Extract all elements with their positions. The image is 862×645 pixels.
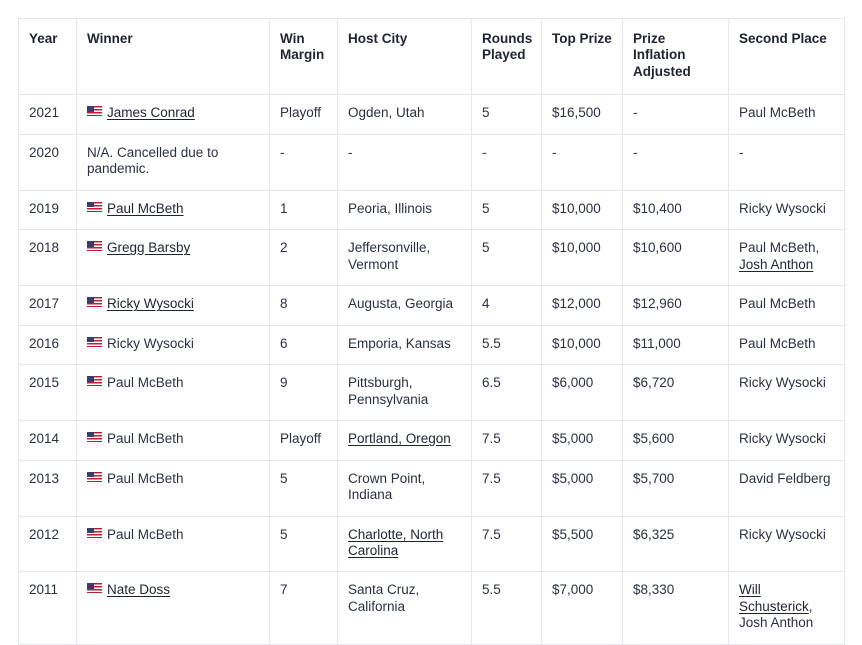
cell-prize-inflation-adjusted-text: $5,700 (633, 470, 675, 486)
cell-year-text: 2021 (29, 105, 60, 121)
cell-winner (77, 365, 270, 421)
cell-second-place (729, 421, 845, 460)
cell-win-margin (270, 190, 338, 229)
table-row (19, 230, 845, 286)
cell-rounds-played-text: 5.5 (482, 335, 501, 351)
table-row (19, 95, 845, 134)
cell-top-prize-text: $16,500 (552, 105, 601, 121)
cell-second-place (729, 134, 845, 190)
cell-prize-inflation-adjusted-text: $5,600 (633, 431, 675, 447)
cell-year-text: 2020 (29, 144, 60, 160)
cell-year-text: 2017 (29, 296, 60, 312)
us-flag-icon (87, 202, 102, 212)
cell-rounds-played (472, 286, 542, 325)
host-city-text: - (348, 144, 353, 160)
table-row (19, 460, 845, 516)
cell-win-margin-text: - (280, 144, 285, 160)
cell-rounds-played-text: 7.5 (482, 431, 501, 447)
cell-prize-inflation-adjusted-text: $8,330 (633, 582, 675, 598)
cell-rounds-played (472, 95, 542, 134)
host-city-text: Santa Cruz, California (348, 582, 420, 614)
cell-winner (77, 460, 270, 516)
column-header-prize-inflation-adjusted: Prize Inflation Adjusted (623, 19, 729, 95)
cell-rounds-played-text: 7.5 (482, 470, 501, 486)
cell-top-prize-text: $5,500 (552, 526, 594, 542)
cell-win-margin-text: 9 (280, 375, 288, 391)
cell-winner (77, 572, 270, 644)
cell-top-prize (542, 95, 623, 134)
cell-win-margin-text: 6 (280, 335, 288, 351)
table-body (19, 95, 845, 644)
cell-win-margin-text: 7 (280, 582, 288, 598)
cell-rounds-played-text: 5 (482, 105, 490, 121)
cell-win-margin (270, 230, 338, 286)
cell-rounds-played (472, 134, 542, 190)
column-header-second-place: Second Place (729, 19, 845, 95)
column-header-winner: Winner (77, 19, 270, 95)
cell-top-prize-text: $12,000 (552, 296, 601, 312)
table-row (19, 134, 845, 190)
column-header-rounds-played: Rounds Played (472, 19, 542, 95)
host-city-text: Ogden, Utah (348, 105, 425, 121)
cell-year (19, 516, 77, 572)
cell-prize-inflation-adjusted (623, 572, 729, 644)
winner-link[interactable]: Ricky Wysocki (107, 296, 194, 312)
cell-host-city (338, 421, 472, 460)
us-flag-icon (87, 583, 102, 593)
column-header-year: Year (19, 19, 77, 95)
host-city-text: Emporia, Kansas (348, 335, 451, 351)
cell-win-margin (270, 516, 338, 572)
cell-rounds-played (472, 365, 542, 421)
cell-prize-inflation-adjusted-text: - (633, 144, 638, 160)
winner-name: Paul McBeth (107, 431, 184, 447)
cell-winner (77, 230, 270, 286)
us-flag-icon (87, 106, 102, 116)
cell-second-place (729, 516, 845, 572)
cell-prize-inflation-adjusted (623, 325, 729, 364)
cell-rounds-played-text: - (482, 144, 487, 160)
cell-prize-inflation-adjusted (623, 95, 729, 134)
cell-top-prize-text: - (552, 144, 557, 160)
cell-host-city (338, 325, 472, 364)
cell-rounds-played (472, 516, 542, 572)
cell-win-margin (270, 134, 338, 190)
cell-year-text: 2014 (29, 431, 60, 447)
cell-prize-inflation-adjusted (623, 286, 729, 325)
cell-win-margin (270, 286, 338, 325)
cell-win-margin (270, 365, 338, 421)
cell-rounds-played (472, 460, 542, 516)
second-place-link[interactable]: Josh Anthon (739, 256, 814, 272)
cell-top-prize-text: $10,000 (552, 200, 601, 216)
cell-win-margin (270, 460, 338, 516)
host-city-text: Jeffersonville, Vermont (348, 240, 431, 272)
cell-rounds-played-text: 6.5 (482, 375, 501, 391)
cell-year-text: 2015 (29, 375, 60, 391)
table-row (19, 572, 845, 644)
winner-name: Paul McBeth (107, 526, 184, 542)
cell-top-prize (542, 134, 623, 190)
cell-prize-inflation-adjusted-text: $11,000 (633, 335, 681, 351)
cell-year (19, 325, 77, 364)
cell-second-place (729, 572, 845, 644)
cell-rounds-played-text: 5 (482, 240, 490, 256)
winner-link[interactable]: Gregg Barsby (107, 240, 191, 256)
cell-prize-inflation-adjusted (623, 230, 729, 286)
cell-year (19, 230, 77, 286)
cell-second-place (729, 95, 845, 134)
cell-prize-inflation-adjusted (623, 516, 729, 572)
table-header (19, 19, 845, 95)
cell-host-city (338, 460, 472, 516)
cell-second-place (729, 190, 845, 229)
cell-top-prize (542, 230, 623, 286)
cell-top-prize-text: $5,000 (552, 431, 594, 447)
second-place-text: Paul McBeth (739, 335, 816, 351)
second-place-text: Ricky Wysocki (739, 526, 826, 542)
host-city-text: Augusta, Georgia (348, 296, 454, 312)
cell-winner (77, 190, 270, 229)
cell-top-prize-text: $5,000 (552, 470, 594, 486)
cell-prize-inflation-adjusted (623, 460, 729, 516)
cell-winner (77, 516, 270, 572)
second-place-text: - (739, 144, 744, 160)
cell-win-margin-text: 5 (280, 470, 288, 486)
cell-second-place (729, 325, 845, 364)
second-place-text: Ricky Wysocki (739, 375, 826, 391)
cell-rounds-played (472, 190, 542, 229)
cell-second-place (729, 230, 845, 286)
us-flag-icon (87, 376, 102, 386)
table-row (19, 516, 845, 572)
cell-win-margin (270, 572, 338, 644)
cell-host-city (338, 516, 472, 572)
cell-prize-inflation-adjusted (623, 134, 729, 190)
cell-rounds-played-text: 7.5 (482, 526, 501, 542)
table-row (19, 190, 845, 229)
cell-prize-inflation-adjusted-text: $12,960 (633, 296, 682, 312)
second-place-text: Ricky Wysocki (739, 200, 826, 216)
us-flag-icon (87, 337, 102, 347)
cell-year (19, 95, 77, 134)
cell-year-text: 2012 (29, 526, 60, 542)
cell-rounds-played-text: 5.5 (482, 582, 501, 598)
second-place-text: Ricky Wysocki (739, 431, 826, 447)
cell-rounds-played (472, 421, 542, 460)
winner-link[interactable]: Paul McBeth (107, 200, 184, 216)
cell-win-margin-text: Playoff (280, 105, 322, 121)
cell-rounds-played (472, 572, 542, 644)
column-header-win-margin: Win Margin (270, 19, 338, 95)
table-row (19, 421, 845, 460)
us-flag-icon (87, 528, 102, 538)
cell-prize-inflation-adjusted (623, 365, 729, 421)
table-row (19, 286, 845, 325)
cell-second-place (729, 460, 845, 516)
second-place-text: Paul McBeth, (739, 240, 820, 256)
host-city-link[interactable]: Charlotte, North Carolina (348, 526, 444, 558)
cell-top-prize (542, 421, 623, 460)
table-header-row (19, 19, 845, 95)
tournament-results-table (18, 18, 845, 645)
cell-year (19, 421, 77, 460)
host-city-text: Pittsburgh, Pennsylvania (348, 375, 429, 407)
cell-win-margin (270, 95, 338, 134)
cell-win-margin (270, 325, 338, 364)
cell-prize-inflation-adjusted-text: $6,325 (633, 526, 675, 542)
cell-rounds-played-text: 4 (482, 296, 490, 312)
cell-top-prize-text: $7,000 (552, 582, 594, 598)
cell-top-prize-text: $10,000 (552, 335, 601, 351)
cell-win-margin-text: 5 (280, 526, 288, 542)
second-place-text: , Josh Anthon (739, 598, 814, 631)
cell-second-place (729, 365, 845, 421)
cell-top-prize (542, 365, 623, 421)
host-city-text: Peoria, Illinois (348, 200, 433, 216)
cell-rounds-played-text: 5 (482, 200, 490, 216)
cell-host-city (338, 572, 472, 644)
us-flag-icon (87, 297, 102, 307)
cell-win-margin-text: 1 (280, 200, 288, 216)
column-header-host-city: Host City (338, 19, 472, 95)
second-place-text: David Feldberg (739, 470, 831, 486)
winner-name: Ricky Wysocki (107, 335, 194, 351)
cell-prize-inflation-adjusted (623, 421, 729, 460)
cell-year-text: 2018 (29, 240, 60, 256)
cell-winner (77, 421, 270, 460)
second-place-text: Paul McBeth (739, 105, 816, 121)
cell-year (19, 460, 77, 516)
cell-year-text: 2019 (29, 200, 60, 216)
cell-top-prize (542, 460, 623, 516)
us-flag-icon (87, 432, 102, 442)
cell-win-margin-text: Playoff (280, 431, 322, 447)
cell-rounds-played (472, 230, 542, 286)
column-header-top-prize: Top Prize (542, 19, 623, 95)
cell-top-prize (542, 325, 623, 364)
second-place-link[interactable]: Will Schusterick (739, 582, 809, 614)
winner-name: Paul McBeth (107, 470, 184, 486)
cell-host-city (338, 365, 472, 421)
cell-second-place (729, 286, 845, 325)
cell-year (19, 190, 77, 229)
cell-prize-inflation-adjusted-text: - (633, 105, 638, 121)
cell-top-prize (542, 190, 623, 229)
cell-win-margin-text: 2 (280, 240, 288, 256)
cell-host-city (338, 286, 472, 325)
cell-year-text: 2011 (29, 582, 59, 598)
cell-year (19, 572, 77, 644)
cell-host-city (338, 230, 472, 286)
cell-top-prize (542, 516, 623, 572)
host-city-link[interactable]: Portland, Oregon (348, 431, 451, 447)
cell-year (19, 365, 77, 421)
cell-top-prize-text: $6,000 (552, 375, 594, 391)
winner-link[interactable]: James Conrad (107, 105, 195, 121)
table-row (19, 325, 845, 364)
cell-prize-inflation-adjusted-text: $10,400 (633, 200, 682, 216)
cell-winner (77, 95, 270, 134)
table-row (19, 365, 845, 421)
cell-top-prize (542, 286, 623, 325)
cell-winner (77, 325, 270, 364)
winner-name: N/A. Cancelled due to pandemic. (87, 144, 219, 177)
cell-win-margin-text: 8 (280, 296, 288, 312)
cell-winner (77, 134, 270, 190)
cell-host-city (338, 134, 472, 190)
host-city-text: Crown Point, Indiana (348, 470, 426, 503)
cell-year-text: 2013 (29, 470, 60, 486)
second-place-text: Paul McBeth (739, 296, 816, 312)
cell-top-prize-text: $10,000 (552, 240, 601, 256)
cell-host-city (338, 190, 472, 229)
cell-prize-inflation-adjusted-text: $6,720 (633, 375, 675, 391)
winner-name: Paul McBeth (107, 375, 184, 391)
cell-year (19, 134, 77, 190)
cell-winner (77, 286, 270, 325)
cell-prize-inflation-adjusted-text: $10,600 (633, 240, 682, 256)
winner-link[interactable]: Nate Doss (107, 582, 171, 598)
cell-prize-inflation-adjusted (623, 190, 729, 229)
cell-year (19, 286, 77, 325)
cell-win-margin (270, 421, 338, 460)
cell-rounds-played (472, 325, 542, 364)
cell-top-prize (542, 572, 623, 644)
cell-year-text: 2016 (29, 335, 60, 351)
us-flag-icon (87, 241, 102, 251)
cell-host-city (338, 95, 472, 134)
us-flag-icon (87, 472, 102, 482)
